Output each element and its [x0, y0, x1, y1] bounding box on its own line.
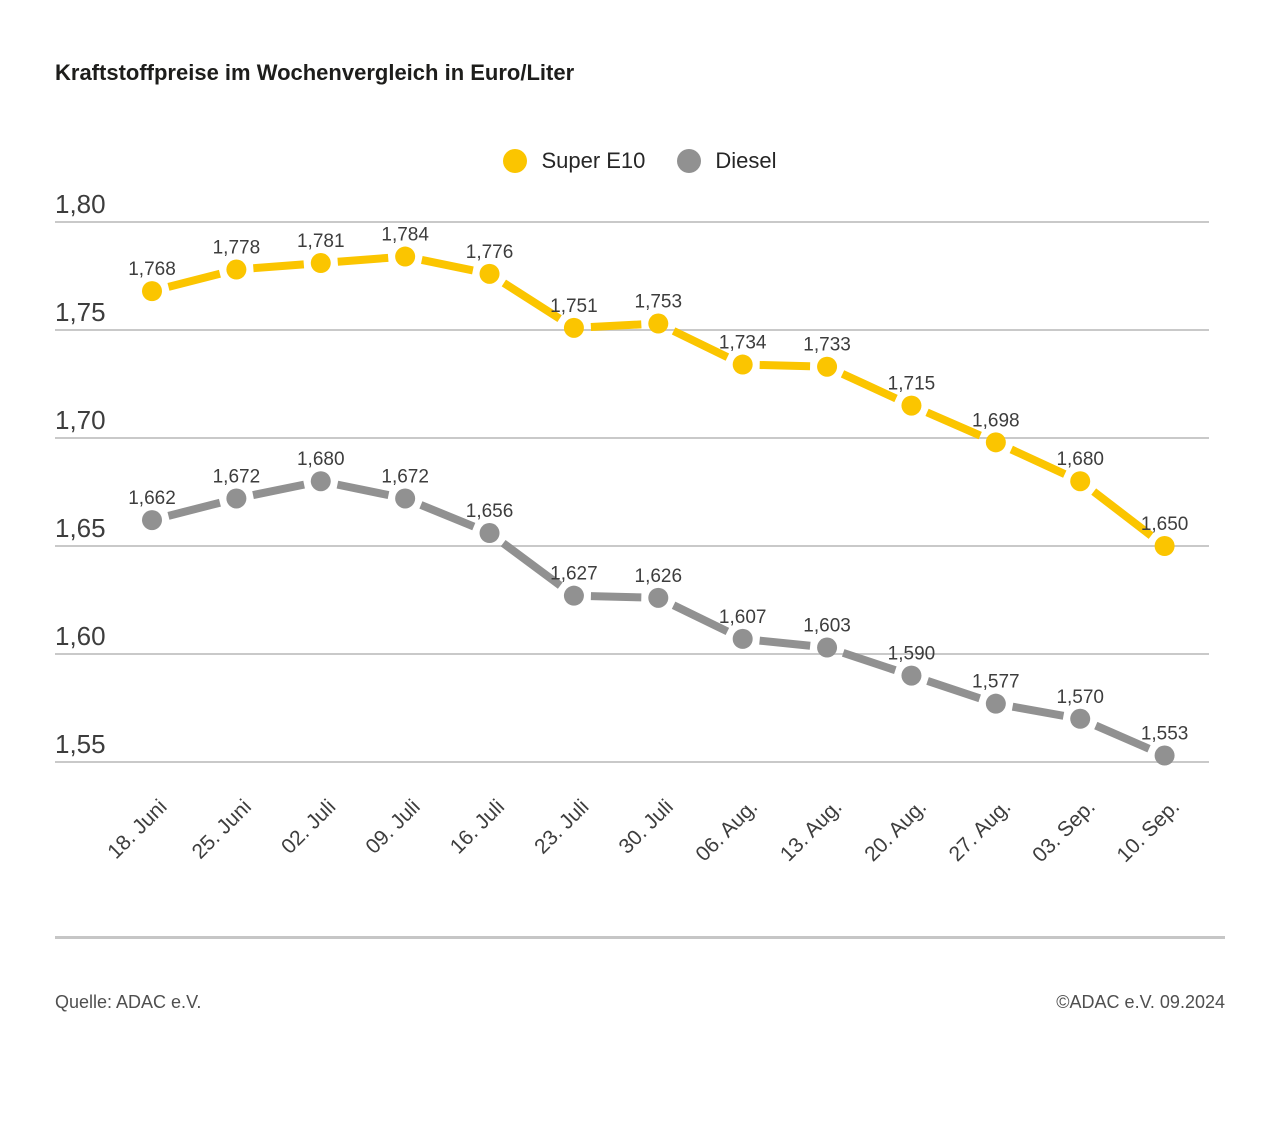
copyright-note: ©ADAC e.V. 09.2024: [1056, 992, 1225, 1012]
data-point-label: 1,784: [381, 224, 429, 246]
data-point: [648, 314, 668, 334]
series-segment: [168, 503, 219, 516]
x-tick-label: 03. Sep.: [1028, 795, 1100, 867]
data-point: [142, 510, 162, 530]
x-tick-label: 06. Aug.: [691, 795, 763, 867]
data-point: [311, 253, 331, 273]
data-point: [395, 247, 415, 267]
series-segment: [168, 274, 219, 287]
data-point: [1070, 471, 1090, 491]
data-point-label: 1,778: [212, 237, 261, 259]
data-point-label: 1,577: [972, 671, 1020, 693]
data-point-label: 1,680: [1056, 449, 1104, 471]
data-point-label: 1,570: [1056, 686, 1104, 708]
data-point: [901, 396, 921, 416]
data-point-label: 1,656: [465, 501, 514, 523]
data-point-label: 1,607: [718, 606, 767, 628]
data-point-label: 1,672: [212, 466, 261, 488]
data-point: [226, 488, 246, 508]
x-tick-label: 18. Juni: [103, 795, 172, 864]
data-point-label: 1,751: [550, 295, 598, 317]
data-point: [1070, 709, 1090, 729]
y-tick-label: 1,80: [55, 189, 106, 219]
source-note: Quelle: ADAC e.V.: [55, 992, 202, 1012]
footer-divider: [55, 936, 1225, 939]
data-point-label: 1,672: [381, 466, 429, 488]
data-point-label: 1,733: [803, 334, 851, 356]
data-point: [733, 629, 753, 649]
data-point: [1155, 536, 1175, 556]
data-point-label: 1,715: [887, 373, 936, 395]
data-point: [480, 523, 500, 543]
data-point: [986, 694, 1006, 714]
data-point: [986, 432, 1006, 452]
data-point: [733, 355, 753, 375]
series-segment: [1013, 707, 1064, 716]
data-point: [142, 281, 162, 301]
y-tick-label: 1,70: [55, 405, 106, 435]
data-point-label: 1,626: [634, 565, 683, 587]
y-tick-label: 1,60: [55, 621, 106, 651]
series-segment: [253, 485, 304, 495]
x-tick-label: 13. Aug.: [775, 795, 847, 867]
data-point: [311, 471, 331, 491]
data-point-label: 1,753: [634, 291, 683, 313]
data-point-label: 1,698: [972, 410, 1020, 432]
data-point: [564, 586, 584, 606]
y-tick-label: 1,65: [55, 513, 106, 543]
page-title: Kraftstoffpreise im Wochenvergleich in Euro/Liter: [55, 60, 575, 85]
data-point-label: 1,590: [887, 643, 936, 665]
data-point-label: 1,603: [803, 615, 851, 637]
x-tick-label: 30. Juli: [614, 795, 678, 859]
x-tick-label: 20. Aug.: [860, 795, 931, 867]
x-tick-label: 27. Aug.: [944, 795, 1016, 867]
series-segment: [338, 258, 388, 262]
y-tick-label: 1,55: [55, 729, 106, 759]
data-point-label: 1,776: [465, 241, 514, 263]
series-segment: [591, 324, 641, 327]
legend-label-super-e10: Super E10: [541, 148, 646, 173]
data-point: [226, 260, 246, 280]
data-point-label: 1,627: [550, 563, 598, 585]
data-point-label: 1,781: [296, 231, 345, 253]
x-tick-label: 10. Sep.: [1112, 795, 1185, 867]
data-point: [648, 588, 668, 608]
series-segment: [253, 264, 303, 268]
data-point: [901, 666, 921, 686]
data-point-label: 1,680: [296, 449, 345, 471]
data-point-label: 1,662: [128, 488, 176, 510]
data-point: [564, 318, 584, 338]
x-tick-label: 09. Juli: [361, 795, 425, 859]
data-point-label: 1,734: [718, 332, 767, 354]
data-point: [395, 488, 415, 508]
x-tick-label: 23. Juli: [530, 795, 594, 859]
series-segment: [591, 596, 641, 597]
data-point-label: 1,553: [1140, 723, 1189, 745]
data-point-label: 1,650: [1140, 514, 1189, 535]
legend-label-diesel: Diesel: [715, 148, 777, 173]
x-tick-label: 02. Juli: [276, 795, 341, 859]
series-segment: [760, 641, 811, 646]
x-tick-label: 25. Juni: [187, 795, 256, 864]
data-point-label: 1,768: [128, 259, 176, 281]
data-point: [1155, 746, 1175, 766]
data-point: [817, 638, 837, 658]
x-tick-label: 16. Juli: [445, 795, 510, 859]
data-point: [480, 264, 500, 284]
data-point: [817, 357, 837, 377]
series-segment: [760, 365, 810, 366]
y-tick-label: 1,75: [55, 297, 106, 327]
